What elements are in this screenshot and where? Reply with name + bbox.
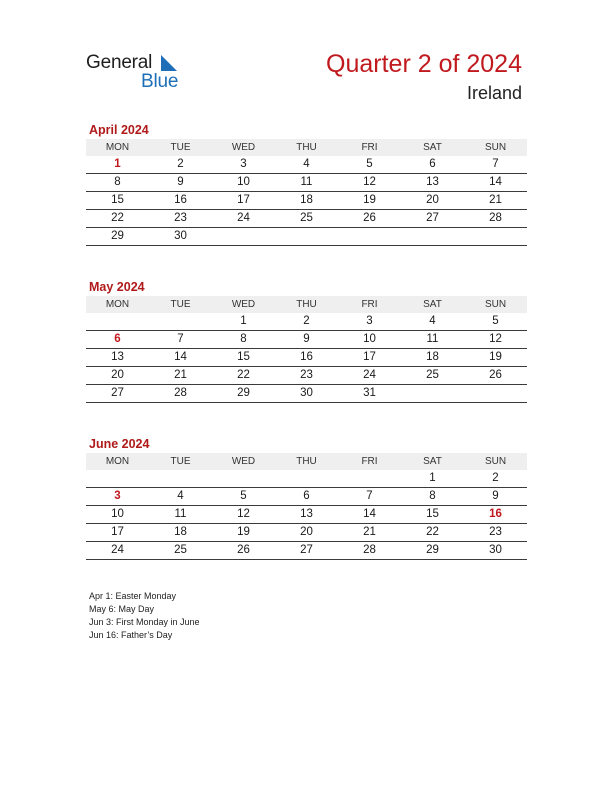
day-cell: 3 <box>338 313 401 331</box>
day-cell: 6 <box>275 488 338 506</box>
weekday-header: SUN <box>464 296 527 313</box>
weekday-header: SAT <box>401 139 464 156</box>
day-cell: 2 <box>275 313 338 331</box>
empty-day-cell <box>401 228 464 246</box>
weekday-header-row <box>86 296 527 313</box>
day-cell: 15 <box>212 349 275 367</box>
day-cell: 19 <box>338 192 401 210</box>
day-cell: 24 <box>212 210 275 228</box>
weekday-header: MON <box>86 296 149 313</box>
day-cell: 7 <box>338 488 401 506</box>
weekday-header: WED <box>212 453 275 470</box>
weekday-header: THU <box>275 139 338 156</box>
day-cell: 7 <box>464 156 527 174</box>
day-cell: 12 <box>338 174 401 192</box>
weekday-header: TUE <box>149 453 212 470</box>
day-cell: 14 <box>338 506 401 524</box>
day-cell: 30 <box>464 542 527 560</box>
day-cell: 2 <box>149 156 212 174</box>
day-cell: 10 <box>338 331 401 349</box>
day-cell: 25 <box>149 542 212 560</box>
month-april <box>86 122 527 246</box>
day-cell: 26 <box>338 210 401 228</box>
weekday-header: WED <box>212 296 275 313</box>
empty-day-cell <box>86 313 149 331</box>
day-cell: 9 <box>275 331 338 349</box>
day-cell: 11 <box>275 174 338 192</box>
day-cell: 24 <box>338 367 401 385</box>
day-cell: 26 <box>464 367 527 385</box>
week-row <box>86 506 527 524</box>
weekday-header: SAT <box>401 453 464 470</box>
day-cell: 6 <box>401 156 464 174</box>
empty-day-cell <box>149 470 212 488</box>
empty-day-cell <box>464 228 527 246</box>
day-cell: 8 <box>401 488 464 506</box>
day-cell: 12 <box>212 506 275 524</box>
day-cell: 23 <box>275 367 338 385</box>
week-row <box>86 524 527 542</box>
day-cell: 16 <box>149 192 212 210</box>
day-cell: 25 <box>401 367 464 385</box>
day-cell: 5 <box>338 156 401 174</box>
day-cell: 15 <box>86 192 149 210</box>
country-name: Ireland <box>466 83 522 103</box>
calendar-grid <box>86 296 527 403</box>
day-cell: 28 <box>149 385 212 403</box>
day-cell: 25 <box>275 210 338 228</box>
page-title: Quarter 2 of 2024 <box>326 50 522 78</box>
empty-day-cell <box>338 470 401 488</box>
day-cell: 1 <box>401 470 464 488</box>
holiday-note: May 6: May Day <box>89 604 155 614</box>
calendar-grid <box>86 453 527 560</box>
logo-text-general: General <box>86 52 153 73</box>
empty-day-cell <box>275 470 338 488</box>
day-cell: 13 <box>86 349 149 367</box>
empty-day-cell <box>212 228 275 246</box>
weekday-header: THU <box>275 296 338 313</box>
day-cell: 3 <box>212 156 275 174</box>
day-cell: 31 <box>338 385 401 403</box>
day-cell: 30 <box>275 385 338 403</box>
week-row <box>86 210 527 228</box>
day-cell: 13 <box>401 174 464 192</box>
empty-day-cell <box>212 470 275 488</box>
logo-text-blue: Blue <box>141 71 179 92</box>
day-cell: 11 <box>401 331 464 349</box>
week-row <box>86 192 527 210</box>
weekday-header: FRI <box>338 453 401 470</box>
day-cell: 17 <box>338 349 401 367</box>
month-may <box>86 279 527 403</box>
week-row <box>86 228 527 246</box>
empty-day-cell <box>149 313 212 331</box>
day-cell: 22 <box>401 524 464 542</box>
holiday-day-cell: 16 <box>464 506 527 524</box>
day-cell: 4 <box>401 313 464 331</box>
day-cell: 21 <box>338 524 401 542</box>
day-cell: 1 <box>212 313 275 331</box>
month-june <box>86 436 527 560</box>
day-cell: 18 <box>149 524 212 542</box>
weekday-header: MON <box>86 453 149 470</box>
day-cell: 26 <box>212 542 275 560</box>
empty-day-cell <box>86 470 149 488</box>
empty-day-cell <box>401 385 464 403</box>
holiday-day-cell: 3 <box>86 488 149 506</box>
week-row <box>86 313 527 331</box>
week-row <box>86 367 527 385</box>
day-cell: 30 <box>149 228 212 246</box>
week-row <box>86 174 527 192</box>
week-row <box>86 385 527 403</box>
weekday-header: WED <box>212 139 275 156</box>
day-cell: 18 <box>401 349 464 367</box>
day-cell: 16 <box>275 349 338 367</box>
day-cell: 15 <box>401 506 464 524</box>
day-cell: 5 <box>464 313 527 331</box>
day-cell: 27 <box>401 210 464 228</box>
day-cell: 29 <box>212 385 275 403</box>
day-cell: 20 <box>275 524 338 542</box>
calendar-grid <box>86 139 527 246</box>
day-cell: 9 <box>149 174 212 192</box>
month-title: May 2024 <box>89 280 145 294</box>
week-row <box>86 542 527 560</box>
weekday-header: TUE <box>149 139 212 156</box>
day-cell: 21 <box>149 367 212 385</box>
day-cell: 10 <box>86 506 149 524</box>
week-row <box>86 156 527 174</box>
empty-day-cell <box>464 385 527 403</box>
day-cell: 4 <box>149 488 212 506</box>
day-cell: 7 <box>149 331 212 349</box>
day-cell: 14 <box>149 349 212 367</box>
day-cell: 20 <box>401 192 464 210</box>
day-cell: 27 <box>275 542 338 560</box>
brand-logo <box>86 52 196 92</box>
week-row <box>86 488 527 506</box>
week-row <box>86 349 527 367</box>
weekday-header: FRI <box>338 296 401 313</box>
day-cell: 28 <box>338 542 401 560</box>
holiday-day-cell: 6 <box>86 331 149 349</box>
day-cell: 8 <box>86 174 149 192</box>
day-cell: 10 <box>212 174 275 192</box>
day-cell: 28 <box>464 210 527 228</box>
weekday-header: THU <box>275 453 338 470</box>
weekday-header: TUE <box>149 296 212 313</box>
holiday-day-cell: 1 <box>86 156 149 174</box>
day-cell: 13 <box>275 506 338 524</box>
day-cell: 19 <box>464 349 527 367</box>
day-cell: 17 <box>86 524 149 542</box>
day-cell: 18 <box>275 192 338 210</box>
weekday-header: SAT <box>401 296 464 313</box>
empty-day-cell <box>275 228 338 246</box>
holiday-notes <box>89 590 200 642</box>
day-cell: 21 <box>464 192 527 210</box>
day-cell: 22 <box>86 210 149 228</box>
day-cell: 4 <box>275 156 338 174</box>
month-title: April 2024 <box>89 123 149 137</box>
weekday-header: FRI <box>338 139 401 156</box>
weekday-header-row <box>86 453 527 470</box>
day-cell: 9 <box>464 488 527 506</box>
day-cell: 14 <box>464 174 527 192</box>
weekday-header: MON <box>86 139 149 156</box>
weekday-header: SUN <box>464 453 527 470</box>
holiday-note: Jun 3: First Monday in June <box>89 617 200 627</box>
holiday-note: Apr 1: Easter Monday <box>89 591 177 601</box>
empty-day-cell <box>338 228 401 246</box>
day-cell: 29 <box>86 228 149 246</box>
weekday-header-row <box>86 139 527 156</box>
day-cell: 23 <box>149 210 212 228</box>
day-cell: 5 <box>212 488 275 506</box>
day-cell: 19 <box>212 524 275 542</box>
day-cell: 22 <box>212 367 275 385</box>
week-row <box>86 470 527 488</box>
day-cell: 17 <box>212 192 275 210</box>
weekday-header: SUN <box>464 139 527 156</box>
day-cell: 20 <box>86 367 149 385</box>
day-cell: 11 <box>149 506 212 524</box>
day-cell: 23 <box>464 524 527 542</box>
day-cell: 2 <box>464 470 527 488</box>
day-cell: 24 <box>86 542 149 560</box>
day-cell: 29 <box>401 542 464 560</box>
day-cell: 12 <box>464 331 527 349</box>
month-title: June 2024 <box>89 437 150 451</box>
day-cell: 8 <box>212 331 275 349</box>
day-cell: 27 <box>86 385 149 403</box>
week-row <box>86 331 527 349</box>
holiday-note: Jun 16: Father’s Day <box>89 630 173 640</box>
